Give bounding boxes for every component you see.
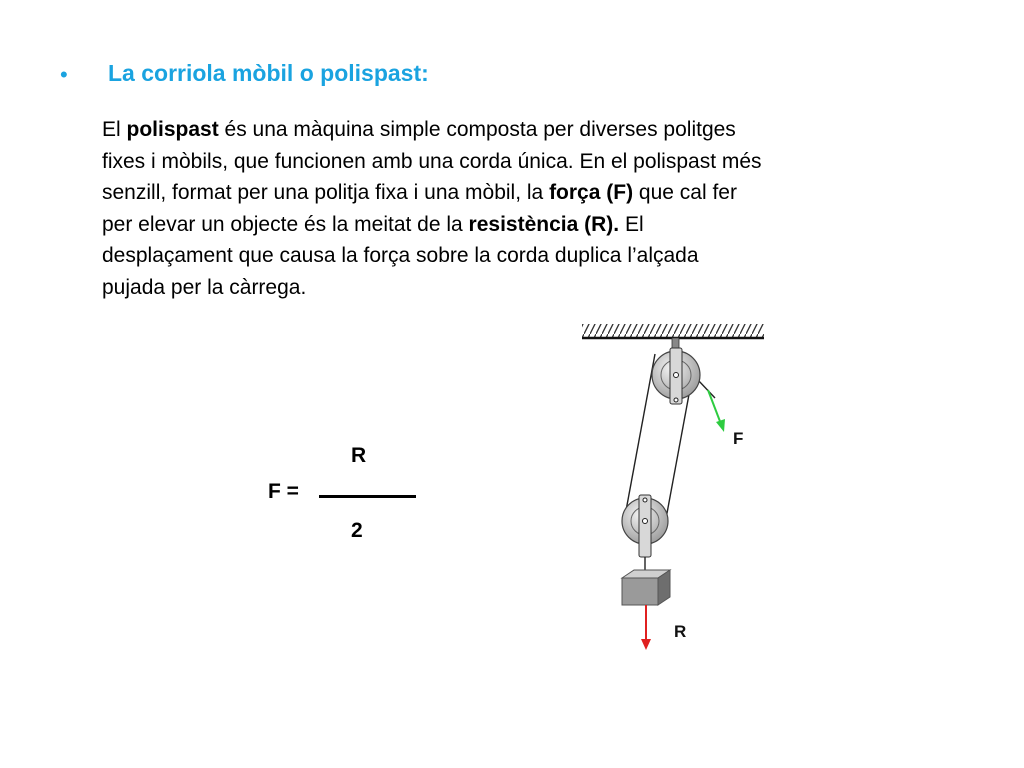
paragraph-line-6: pujada per la càrrega.	[102, 275, 307, 299]
paragraph-line-3: senzill, format per una politja fixa i una mòbil, la força (F) que cal fer	[102, 181, 737, 205]
section-heading: La corriola mòbil o polispast:	[108, 60, 429, 86]
formula-numerator: R	[351, 444, 367, 467]
force-arrow	[708, 390, 725, 432]
formula-denominator: 2	[351, 519, 363, 542]
moving-pulley	[622, 495, 668, 572]
term-resistencia: resistència (R).	[468, 212, 620, 236]
paragraph-line-2: fixes i mòbils, que funcionen amb una corda única. En el polispast més	[102, 149, 762, 173]
paragraph-line-4: per elevar un objecte és la meitat de la resistència (R). El	[102, 212, 644, 236]
description-paragraph	[102, 114, 912, 304]
force-label: F	[733, 429, 744, 448]
term-polispast: polispast	[126, 118, 219, 141]
paragraph-line-1: El polispast és una màquina simple composta per diverses politges	[102, 118, 736, 141]
load-box	[622, 570, 670, 605]
formula-lhs: F =	[268, 480, 299, 503]
pulley-diagram	[560, 310, 780, 660]
term-forca: força (F)	[549, 181, 634, 205]
bullet-point: •	[60, 62, 68, 87]
resistance-arrow	[641, 605, 651, 650]
fixed-pulley	[652, 338, 700, 404]
resistance-label: R	[674, 622, 687, 641]
paragraph-line-5: desplaçament que causa la força sobre la corda duplica l’alçada	[102, 244, 699, 268]
fraction-bar	[319, 495, 416, 498]
ceiling	[582, 324, 764, 338]
